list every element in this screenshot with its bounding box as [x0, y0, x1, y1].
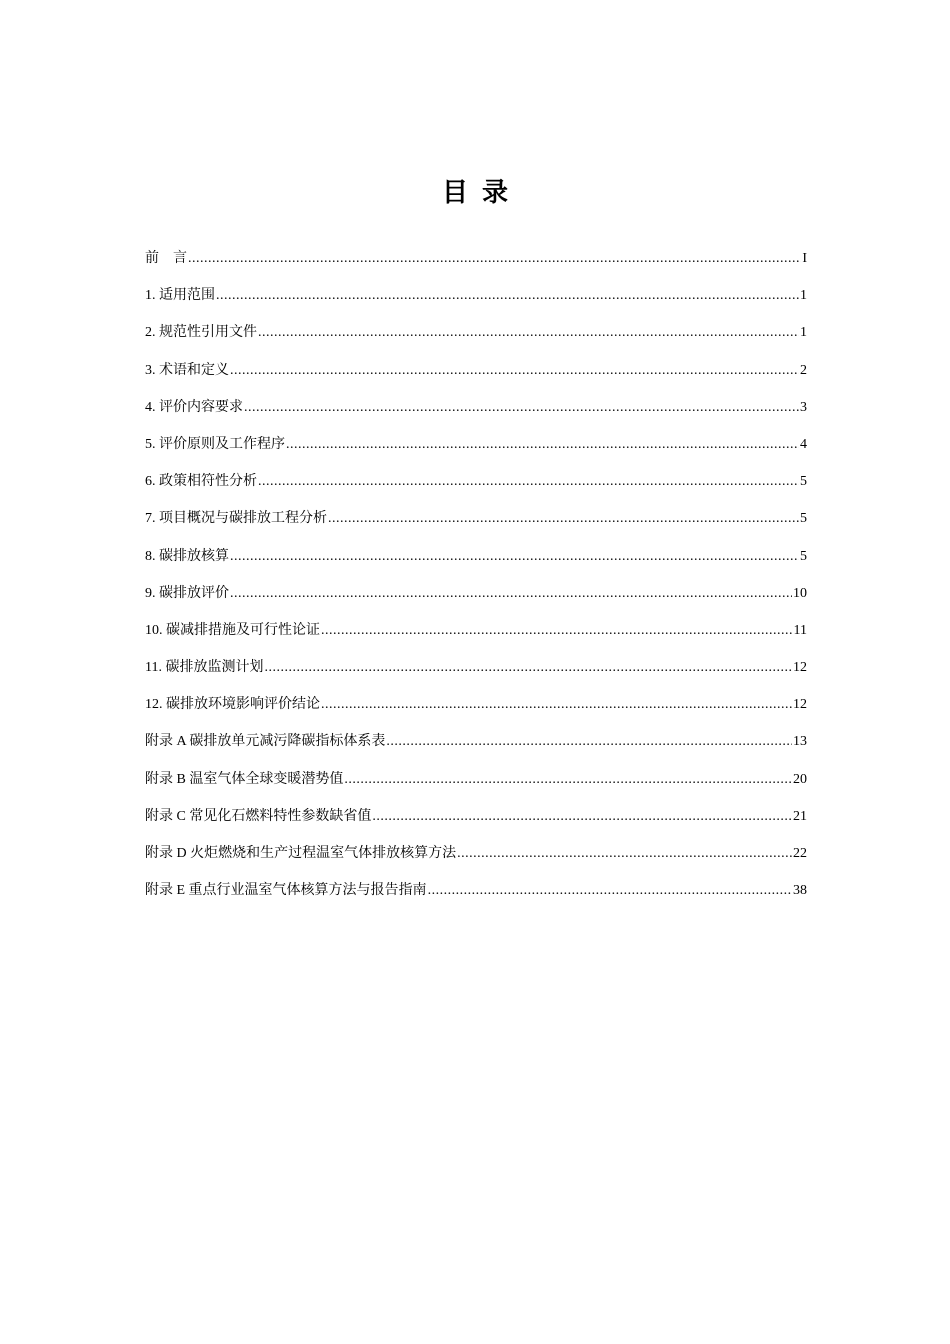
toc-entry-label: 4. 评价内容要求	[145, 399, 243, 415]
toc-entry-page: 1	[800, 325, 807, 341]
toc-entry[interactable]	[145, 249, 807, 286]
leader-dots	[386, 732, 792, 752]
toc-entry[interactable]	[145, 509, 807, 546]
toc-entry-label: 8. 碳排放核算	[145, 548, 229, 564]
toc-entry-label: 5. 评价原则及工作程序	[145, 436, 285, 452]
toc-entry-label: 12. 碳排放环境影响评价结论	[145, 697, 320, 713]
toc-entry-page: 2	[800, 362, 807, 378]
toc-entry-label: 2. 规范性引用文件	[145, 325, 257, 341]
toc-entry[interactable]	[145, 323, 807, 360]
toc-entry-page: 11	[793, 622, 807, 638]
toc-entry[interactable]	[145, 398, 807, 435]
toc-entry[interactable]	[145, 547, 807, 584]
leader-dots	[230, 584, 792, 604]
toc-entry-label: 附录 B 温室气体全球变暖潜势值	[145, 771, 344, 787]
leader-dots	[428, 881, 792, 901]
toc-entry-page: 12	[793, 697, 807, 713]
toc-entry[interactable]	[145, 732, 807, 769]
toc-entry-page: 38	[793, 883, 807, 899]
toc-entry-page: 22	[793, 846, 807, 861]
leader-dots	[344, 770, 792, 790]
leader-dots	[264, 658, 792, 678]
toc-title: 目录	[441, 178, 522, 208]
toc-entry[interactable]	[145, 881, 807, 918]
toc-entry-page: 13	[793, 734, 807, 750]
toc-entry-label: 11. 碳排放监测计划	[145, 660, 264, 676]
toc-entry[interactable]	[145, 435, 807, 472]
toc-entry[interactable]	[145, 361, 807, 398]
toc-entry[interactable]	[145, 286, 807, 323]
toc-entry-label: 10. 碳减排措施及可行性论证	[145, 622, 320, 638]
leader-dots	[258, 323, 799, 343]
toc-entry[interactable]	[145, 695, 807, 732]
toc-entry-label: 附录 E 重点行业温室气体核算方法与报告指南	[145, 883, 427, 899]
leader-dots	[230, 547, 799, 567]
leader-dots	[321, 621, 793, 641]
toc-entry-page: 1	[800, 288, 807, 304]
toc-entry-label: 7. 项目概况与碳排放工程分析	[145, 511, 327, 527]
toc-entry-label: 6. 政策相符性分析	[145, 474, 257, 490]
toc-entry-page: 10	[793, 585, 807, 601]
toc-entry-page: 5	[800, 511, 807, 527]
toc-entry-label: 附录 D 火炬燃烧和生产过程温室气体排放核算方法	[145, 846, 457, 861]
leader-dots	[258, 472, 799, 492]
toc-entry[interactable]	[145, 770, 807, 807]
toc-entry-page: 20	[793, 771, 807, 787]
toc-entry[interactable]	[145, 807, 807, 844]
toc-entry-page: 12	[793, 660, 807, 676]
toc-entry-page: I	[802, 251, 807, 266]
toc-entry-page: 3	[800, 399, 807, 415]
toc-entry-page: 4	[800, 436, 807, 452]
toc-entry-page: 21	[793, 808, 807, 824]
toc-entry-label: 9. 碳排放评价	[145, 585, 229, 601]
table-of-contents	[145, 249, 807, 918]
toc-entry-page: 5	[800, 548, 807, 564]
toc-entry[interactable]	[145, 658, 807, 695]
leader-dots	[286, 435, 799, 455]
toc-entry-label: 附录 C 常见化石燃料特性参数缺省值	[145, 808, 372, 824]
toc-entry[interactable]	[145, 472, 807, 509]
leader-dots	[372, 807, 792, 827]
toc-entry[interactable]	[145, 584, 807, 621]
leader-dots	[188, 249, 801, 269]
toc-entry-label: 前 言	[145, 251, 187, 266]
toc-entry-label: 附录 A 碳排放单元减污降碳指标体系表	[145, 734, 386, 750]
leader-dots	[230, 361, 799, 381]
leader-dots	[457, 844, 792, 864]
leader-dots	[328, 509, 799, 529]
toc-entry-label: 3. 术语和定义	[145, 362, 229, 378]
leader-dots	[216, 286, 799, 306]
toc-entry[interactable]	[145, 621, 807, 658]
leader-dots	[321, 695, 792, 715]
toc-entry-page: 5	[800, 474, 807, 490]
toc-entry[interactable]	[145, 844, 807, 881]
leader-dots	[244, 398, 799, 418]
toc-entry-label: 1. 适用范围	[145, 288, 215, 304]
